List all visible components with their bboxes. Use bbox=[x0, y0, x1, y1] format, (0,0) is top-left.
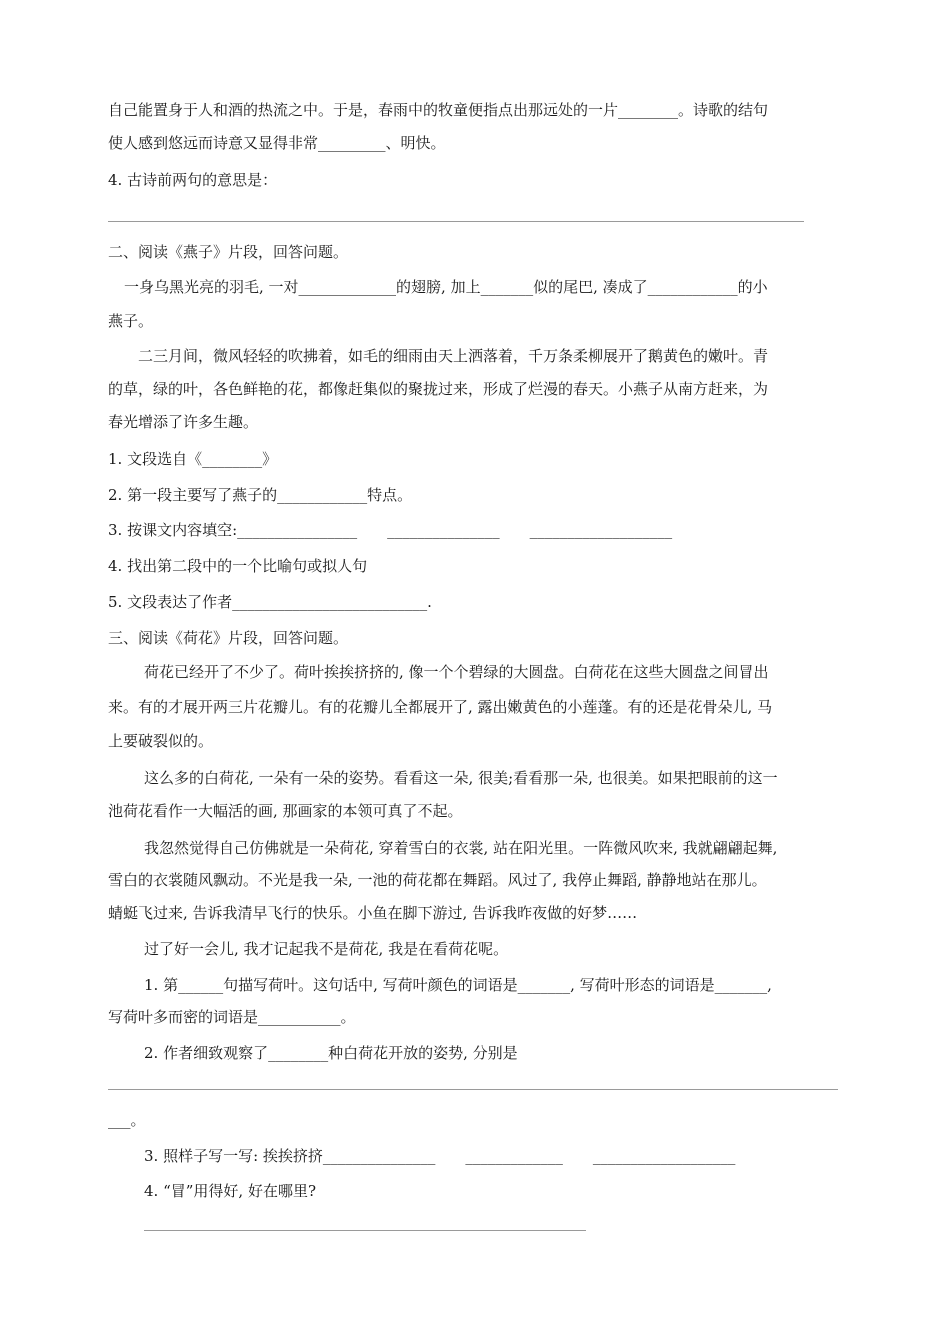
lotus-para-2-line-1: 这么多的白荷花, 一朵有一朵的姿势。看看这一朵, 很美;看看那一朵, 也很美。如果把眼前的这一 bbox=[144, 769, 778, 787]
answer-line[interactable] bbox=[108, 1089, 838, 1090]
section-3-heading: 三、阅读《荷花》片段，回答问题。 bbox=[108, 629, 349, 647]
lotus-para-1-line-1: 荷花已经开了不少了。荷叶挨挨挤挤的, 像一个个碧绿的大圆盘。白荷花在这些大圆盘之间冒出 bbox=[144, 663, 769, 681]
answer-line[interactable] bbox=[144, 1230, 586, 1231]
swallow-para-2-line-2: 的草，绿的叶，各色鲜艳的花，都像赶集似的聚拢过来，形成了烂漫的春天。小燕子从南方赶来，为 bbox=[108, 380, 769, 398]
swallow-question-2: 2. 第一段主要写了燕子的____________特点。 bbox=[108, 486, 413, 504]
lotus-question-1-line-2: 写荷叶多而密的词语是___________。 bbox=[108, 1008, 356, 1026]
lotus-question-1-line-1: 1. 第______句描写荷叶。这句话中, 写荷叶颜色的词语是_______, 写荷叶形态的词语是_______, bbox=[144, 976, 772, 994]
section-2-heading: 二、阅读《燕子》片段，回答问题。 bbox=[108, 243, 349, 261]
swallow-question-1: 1. 文段选自《________》 bbox=[108, 450, 278, 468]
swallow-para-2-line-1: 二三月间，微风轻轻的吹拂着，如毛的细雨由天上洒落着，千万条柔柳展开了鹅黄色的嫩叶。青 bbox=[138, 347, 769, 365]
lotus-question-3: 3. 照样子写一写: 挨挨挤挤_______________ _____________ ___________________ bbox=[144, 1147, 736, 1165]
lotus-para-1-line-2: 来。有的才展开两三片花瓣儿。有的花瓣儿全都展开了, 露出嫩黄色的小莲蓬。有的还是花骨朵儿, 马 bbox=[108, 698, 773, 716]
lotus-para-3-line-1: 我忽然觉得自己仿佛就是一朵荷花, 穿着雪白的衣裳, 站在阳光里。一阵微风吹来, 我就翩翩起舞, bbox=[144, 839, 778, 857]
poem-question-4: 4. 古诗前两句的意思是： bbox=[108, 171, 278, 189]
lotus-para-3-line-2: 雪白的衣裳随风飘动。不光是我一朵, 一池的荷花都在舞蹈。风过了, 我停止舞蹈, 静静地站在那儿。 bbox=[108, 871, 767, 889]
lotus-question-2: 2. 作者细致观察了________种白荷花开放的姿势, 分别是 bbox=[144, 1044, 518, 1062]
swallow-para-2-line-3: 春光增添了许多生趣。 bbox=[108, 413, 259, 431]
lotus-para-2-line-2: 池荷花看作一大幅活的画, 那画家的本领可真了不起。 bbox=[108, 802, 463, 820]
lotus-question-2-tail: ___。 bbox=[108, 1111, 146, 1129]
swallow-para-1-line-1: 一身乌黑光亮的羽毛, 一对_____________的翅膀, 加上_______似的尾巴, 凑成了____________的小 bbox=[124, 278, 768, 296]
poem-text-line-2: 使人感到悠远而诗意又显得非常_________、明快。 bbox=[108, 134, 446, 152]
swallow-question-5: 5. 文段表达了作者__________________________. bbox=[108, 593, 432, 611]
swallow-question-4: 4. 找出第二段中的一个比喻句或拟人句 bbox=[108, 557, 368, 575]
lotus-para-4-line-1: 过了好一会儿, 我才记起我不是荷花, 我是在看荷花呢。 bbox=[144, 940, 509, 958]
lotus-para-3-line-3: 蜻蜓飞过来, 告诉我清早飞行的快乐。小鱼在脚下游过, 告诉我昨夜做的好梦…… bbox=[108, 904, 638, 922]
answer-line[interactable] bbox=[108, 221, 804, 222]
poem-text-line-1: 自己能置身于人和酒的热流之中。于是，春雨中的牧童便指点出那远处的一片________。诗歌的结句 bbox=[108, 101, 769, 119]
swallow-para-1-line-2: 燕子。 bbox=[108, 312, 154, 330]
lotus-question-4: 4. “冒”用得好, 好在哪里? bbox=[144, 1182, 316, 1200]
swallow-question-3: 3. 按课文内容填空:________________ _______________ ___________________ bbox=[108, 521, 673, 539]
lotus-para-1-line-3: 上要破裂似的。 bbox=[108, 732, 214, 750]
